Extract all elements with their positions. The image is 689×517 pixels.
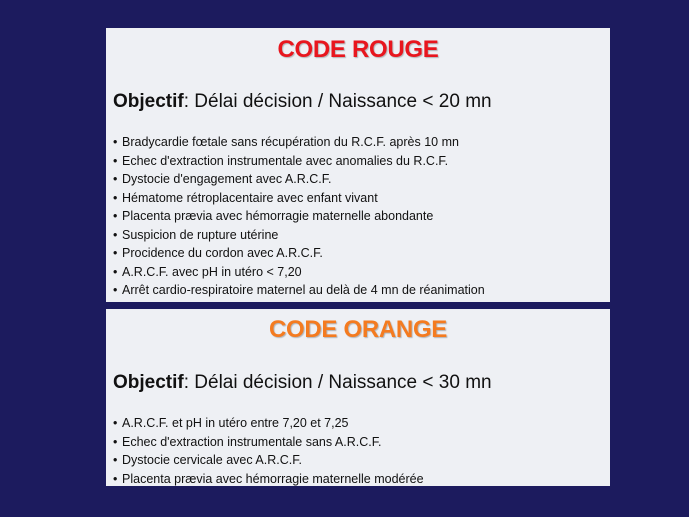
list-item: • Arrêt cardio-respiratoire maternel au delà de 4 mn de réanimation — [113, 283, 485, 297]
code-rouge-title: CODE ROUGE — [277, 36, 439, 63]
code-rouge-objectif-text: : Délai décision / Naissance < 20 mn — [183, 91, 492, 112]
code-rouge-objectif-label: Objectif — [113, 91, 184, 112]
list-item: • Suspicion de rupture utérine — [113, 227, 279, 242]
code-rouge-objectif — [113, 91, 492, 113]
list-item: • A.R.C.F. avec pH in utéro < 7,20 — [113, 264, 302, 279]
code-orange-objectif-label: Objectif — [113, 372, 184, 393]
list-item: • Placenta prævia avec hémorragie maternelle abondante — [113, 209, 434, 223]
code-orange-objectif-text: : Délai décision / Naissance < 30 mn — [183, 372, 492, 393]
list-item: • Hématome rétroplacentaire avec enfant vivant — [113, 190, 378, 205]
list-item: • Placenta prævia avec hémorragie maternelle modérée — [113, 471, 424, 486]
list-item: • Dystocie cervicale avec A.R.C.F. — [113, 453, 302, 467]
code-rouge-panel — [106, 28, 610, 302]
code-rouge-list — [113, 133, 485, 300]
list-item: • Procidence du cordon avec A.R.C.F. — [113, 246, 323, 260]
code-orange-title: CODE ORANGE — [268, 316, 448, 343]
code-orange-objectif — [113, 372, 492, 394]
list-item: • Bradycardie fœtale sans récupération du R.C.F. après 10 mn — [113, 135, 459, 149]
list-item: • Echec d'extraction instrumentale avec anomalies du R.C.F. — [113, 153, 449, 168]
list-item: • Dystocie d'engagement avec A.R.C.F. — [113, 172, 332, 186]
code-orange-panel — [106, 309, 610, 486]
code-orange-list — [113, 414, 424, 486]
list-item: • A.R.C.F. et pH in utéro entre 7,20 et 7,25 — [113, 416, 349, 430]
list-item: • Echec d'extraction instrumentale sans A.R.C.F. — [113, 434, 382, 449]
